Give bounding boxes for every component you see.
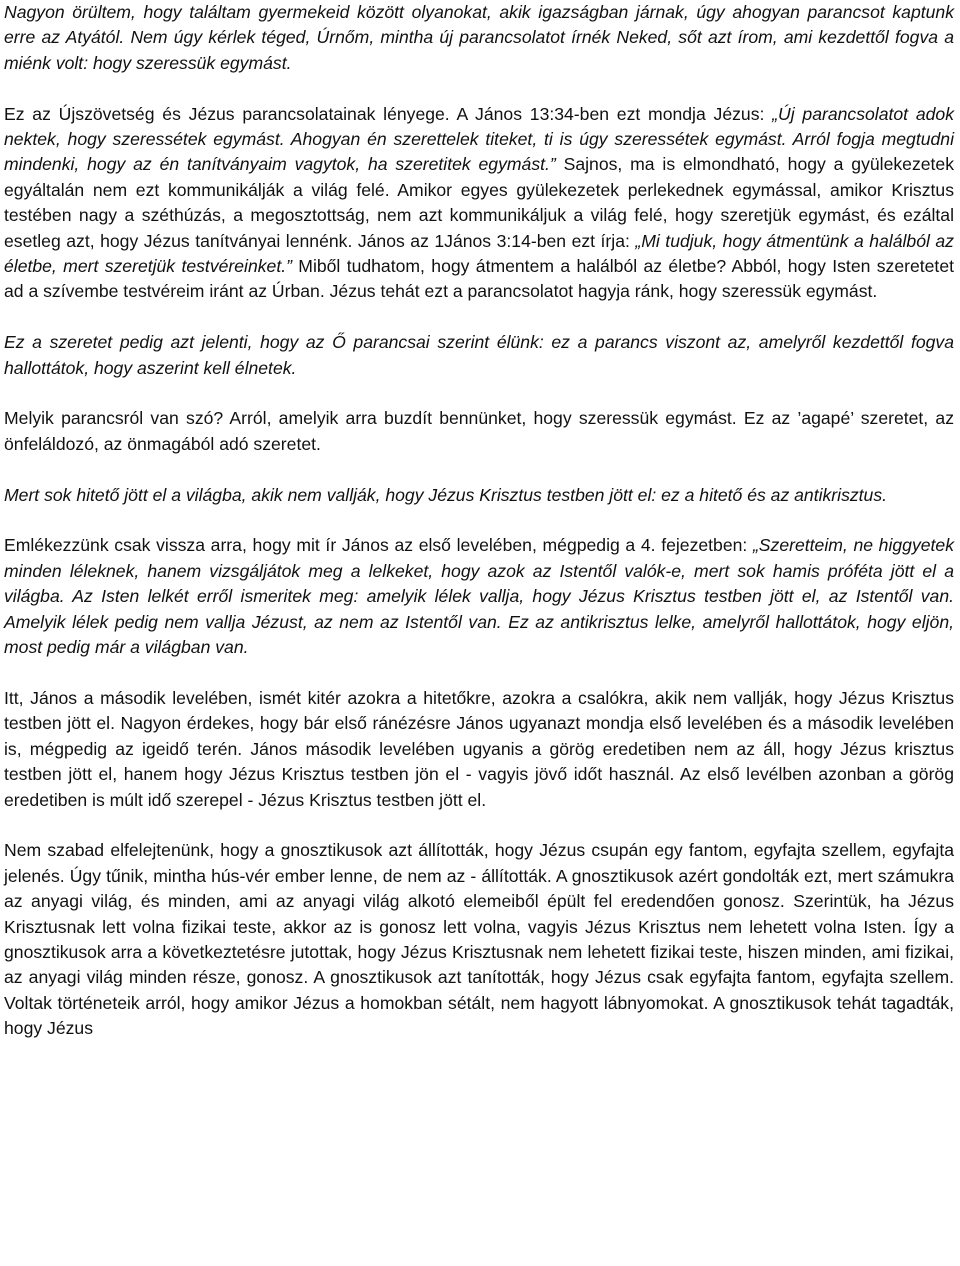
quote-text: „Mi tudjuk, hogy átmentünk a halálból az életbe, mert szeretjük testvéreinket.”	[4, 230, 954, 277]
quote-text: Mert sok hitető jött el a világba, akik nem vallják, hogy Jézus Krisztus testben jött el: ez a hitető és az antikrisztus.	[4, 484, 888, 505]
body-text: Miből tudhatom, hogy átmentem a halálból az életbe? Abból, hogy Isten szeretetet ad a szívembe testvéreim iránt az Úrban. Jézus tehát ezt a parancsolatot hagyja ránk, hogy szeressük egymást.	[4, 256, 954, 302]
body-text: Emlékezzünk csak vissza arra, hogy mit ír János az első levelében, mégpedig a 4. fejezetben:	[4, 535, 753, 556]
body-text: Melyik parancsról van szó? Arról, amelyik arra buzdít bennünket, hogy szeressük egymást. Ez az ’agapé’ szeretet, az önfeláldozó, az önmagából adó szeretet.	[4, 408, 954, 454]
body-text: Sajnos, ma is elmondható, hogy a gyülekezetek egyáltalán nem ezt kommunikálják a világ felé. Amikor egyes gyülekezetek perlekednek egymással, amikor Krisztus testében nagy a széthúzás, a megosztottság, nem azt kommunikáljuk a világ felé, hogy szeretjük egymást, és ezáltal esetleg azt, hogy Jézus tanítványai lennénk. János az 1János 3:14-ben ezt írja:	[4, 154, 954, 251]
paragraph-3	[4, 330, 954, 381]
quote-text: „Új parancsolatot adok nektek, hogy szeressétek egymást. Ahogyan én szerettelek titeket, ti is úgy szeressétek egymást. Arról fogja megtudni mindenki, hogy az én tanítványaim vagytok, ha szeretitek egymást.”	[4, 103, 954, 175]
paragraph-4	[4, 406, 954, 457]
quote-text: Ez a szeretet pedig azt jelenti, hogy az Ő parancsai szerint élünk: ez a parancs viszont az, amelyről kezdettől fogva hallottátok, hogy aszerint kell élnetek.	[4, 332, 954, 378]
paragraph-8	[4, 838, 954, 1041]
body-text: Ez az Újszövetség és Jézus parancsolatainak lényege. A János 13:34-ben ezt mondja Jézus:	[4, 103, 773, 124]
paragraph-6	[4, 533, 954, 660]
body-text: Itt, János a második levelében, ismét kitér azokra a hitetőkre, azokra a csalókra, akik nem vallják, hogy Jézus Krisztus testben jött el. Nagyon érdekes, hogy bár első ránézésre János ugyanazt mondja első levelében és a második levelében is, mégpedig az igeidő terén. János második levelében ugyanis a görög eredetiben nem az áll, hogy Jézus krisztus testben jött el, hanem hogy Jézus Krisztus testben jön el - vagyis jövő időt használ. Az első levélben azonban a görög eredetiben is múlt idő szerepel - Jézus Krisztus testben jött el.	[4, 687, 954, 810]
paragraph-2	[4, 102, 954, 305]
quote-text: Nagyon örültem, hogy találtam gyermekeid között olyanokat, akik igazságban járnak, úgy ahogyan parancsot kaptunk erre az Atyától. Nem úgy kérlek téged, Úrnőm, mintha új parancsolatot írnék Neked, sőt azt írom, ami kezdettől fogva a miénk volt: hogy szeressük egymást.	[4, 2, 954, 73]
quote-text: „Szeretteim, ne higgyetek minden léleknek, hanem vizsgáljátok meg a lelkeket, hogy azok az Istentől valók-e, mert sok hamis próféta jött el a világba. Az Isten lelkét erről ismeritek meg: amelyik lélek vallja, hogy Jézus Krisztus testben jött el, az Istentől van. Amelyik lélek pedig nem vallja Jézust, az nem az Istentől van. Ez az antikrisztus lelke, amelyről hallottátok, hogy eljön, most pedig már a világban van.	[4, 535, 954, 658]
paragraph-7	[4, 686, 954, 813]
paragraph-1	[4, 0, 954, 76]
body-text: Nem szabad elfelejtenünk, hogy a gnosztikusok azt állították, hogy Jézus csupán egy fantom, egyfajta szellem, egyfajta jelenés. Úgy tűnik, mintha hús-vér ember lenne, de nem az - állították. A gnosztikusok azért gondolták ezt, mert számukra az anyagi világ, és minden, ami az anyagi világ alkotó elemeiből épült fel eredendően gonosz. Szerintük, ha Jézus Krisztusnak lett volna fizikai teste, akkor az is gonosz lett volna, vagyis Jézus Krisztus nem lehetett volna Isten. Így a gnosztikusok arra a következtetésre jutottak, hogy Jézus Krisztusnak nem lehetett fizikai teste, hiszen minden, ami fizikai, az anyagi világ minden része, gonosz. A gnosztikusok azt tanították, hogy Jézus csak egyfajta fantom, egyfajta szellem. Voltak történeteik arról, hogy amikor Jézus a homokban sétált, nem hagyott lábnyomokat. A gnosztikusok tehát tagadták, hogy Jézus	[4, 840, 954, 1039]
paragraph-5	[4, 483, 954, 508]
